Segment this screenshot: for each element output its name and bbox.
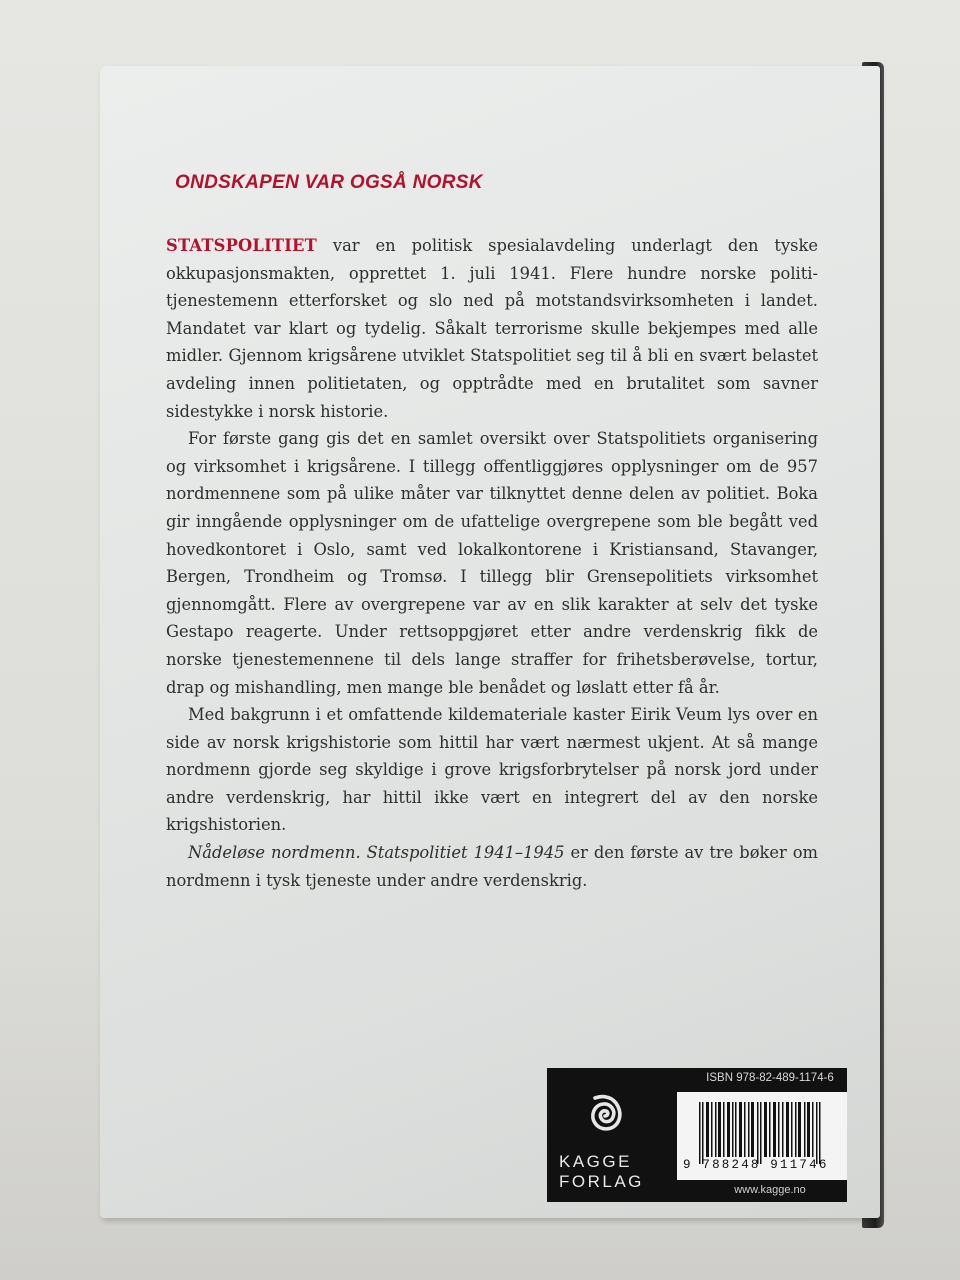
lead-word: STATSPOLITIET (166, 236, 317, 255)
blurb-paragraph-3: Med bakgrunn i et omfattende kildemateriale kaster Eirik Veum lys over en side av norsk krigshistorie som hittil har vært nærmest ukjent. At så mange nordmenn gjorde seg skyldige i grove krigsforbrytelser på norsk jord under andre verdenskrig, har hittil ikke vært en integrert del av den norske krigshistorien. (166, 705, 818, 835)
blurb-paragraph-2: For første gang gis det en samlet oversikt over Statspolitiets organisering og virksomhet i krigsårene. I tillegg offentliggjøres opplysninger om de 957 nordmennene som på ulike måter var tilknyttet denne delen av politiet. Boka gir inngående opplysninger om de ufattelige overgrepene som ble begått ved hovedkontoret i Oslo, samt ved lokalkontorene i Kristiansand, Stavanger, Bergen, Trondheim og Tromsø. I tillegg blir Grensepolitiets virksomhet gjennomgått. Flere av overgrepene var av en slik karakter at selv det tyske Gestapo reagerte. Under rettsoppgjøret etter andre verdenskrig fikk de norske tjenestemennene til dels lange straffer for frihetsberøvelse, tortur, drap og mishandling, men mange ble benådet og løslatt etter få år. (166, 429, 818, 697)
barcode-bars (691, 1102, 831, 1164)
isbn-text: ISBN 978-82-489-1174-6 (706, 1072, 834, 1084)
book-title-reference: Nådeløse nordmenn. Statspolitiet 1941–1945 (188, 843, 565, 863)
barcode-number: 9 788248 911746 (683, 1158, 829, 1172)
blurb-paragraph-4: Nådeløse nordmenn. Statspolitiet 1941–1945 er den første av tre bøker om nordmenn i tysk tjeneste under andre verdenskrig. (166, 843, 818, 890)
publisher-name: KAGGE FORLAG (559, 1152, 644, 1191)
publisher-website: www.kagge.no (734, 1184, 806, 1196)
spiral-icon (583, 1086, 627, 1144)
cover-blurb (166, 232, 818, 894)
blurb-paragraph-1: STATSPOLITIET var en politisk spesialavdeling underlagt den tyske okkupasjonsmakten, opprettet 1. juli 1941. Flere hundre norske politi-tjenestemenn etterforsket og slo ned på motstandsvirksomheten i landet. Mandatet var klart og tydelig. Såkalt terrorisme skulle bekjempes med alle midler. Gjennom krigsårene utviklet Statspolitiet seg til å bli en svært belastet avdeling innen politietaten, og opptrådte med en brutalitet som savner sidestykke i norsk historie. (166, 236, 818, 421)
publisher-label (547, 1068, 847, 1202)
cover-headline: ONDSKAPEN VAR OGSÅ NORSK (175, 172, 483, 193)
barcode (677, 1092, 847, 1180)
